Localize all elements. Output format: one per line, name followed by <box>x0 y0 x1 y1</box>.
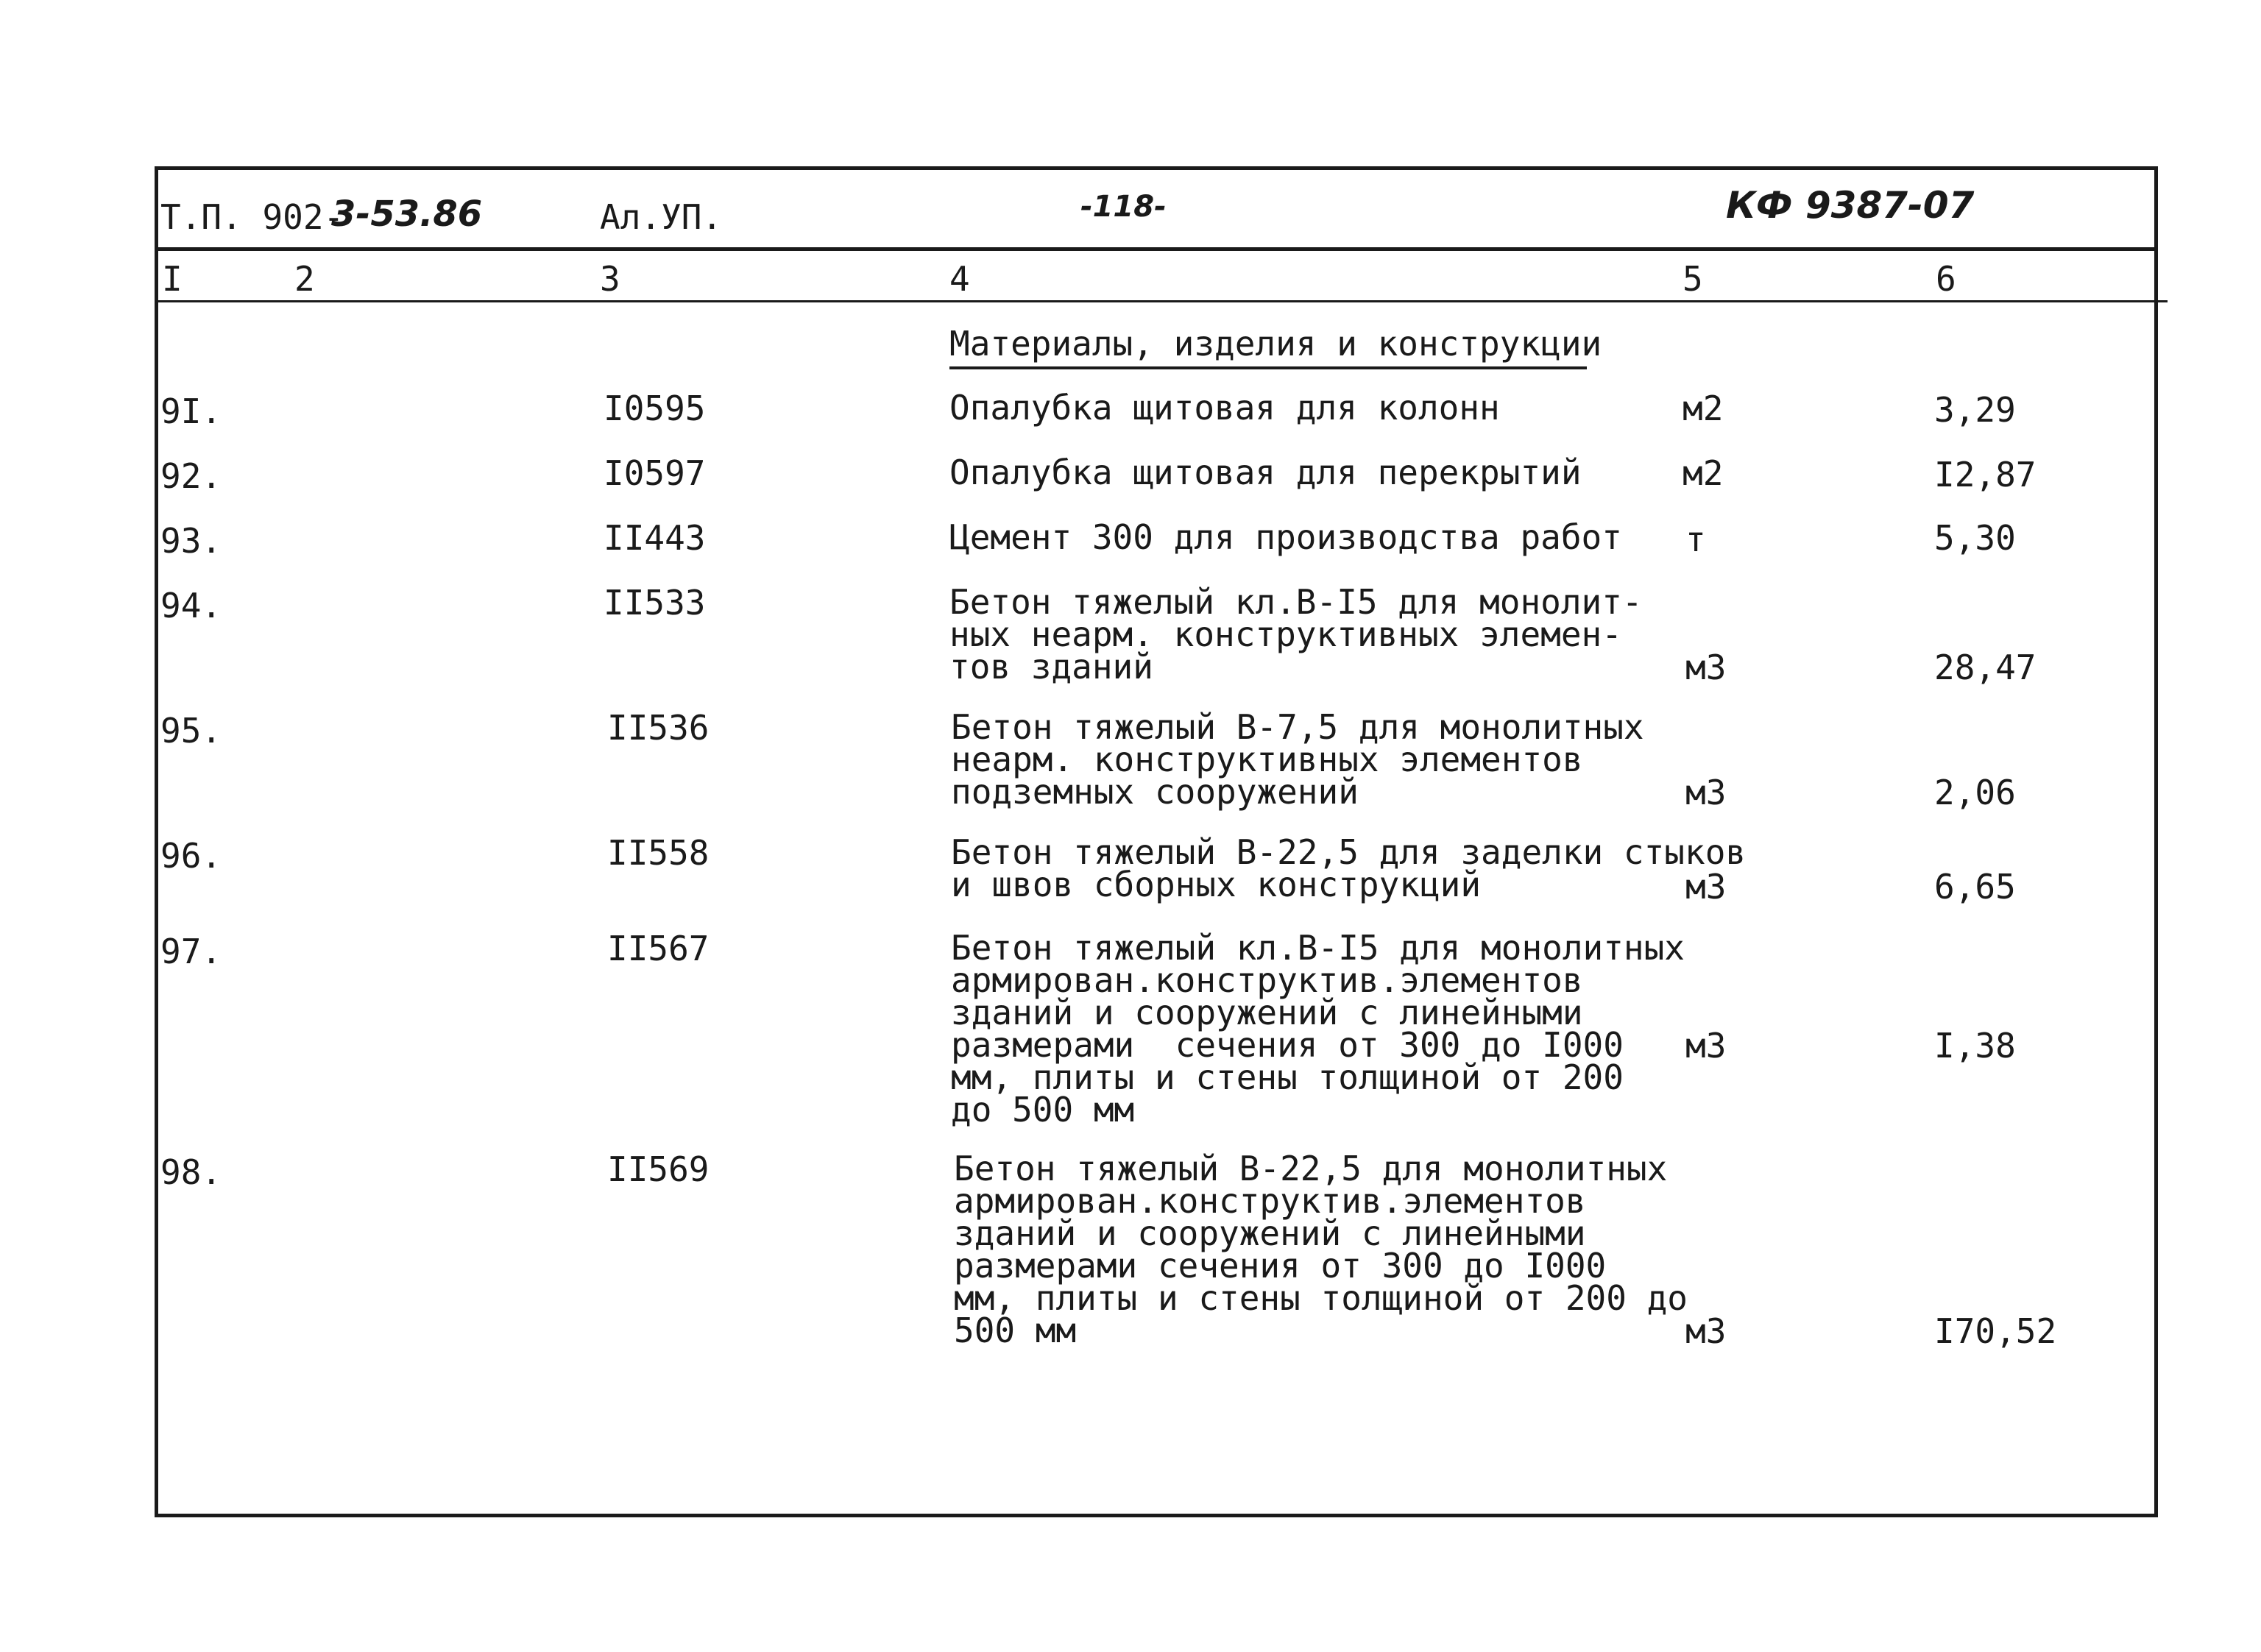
row-description-line: до 500 мм <box>951 1090 1135 1130</box>
project-prefix: Т.П. 902- <box>160 197 344 237</box>
row-number: 97. <box>160 932 222 971</box>
row-description-line: Бетон тяжелый В-7,5 для монолитных <box>951 707 1644 747</box>
row-description-line: армирован.конструктив.элементов <box>951 960 1583 1000</box>
row-description <box>949 453 1582 492</box>
row-code: I0595 <box>604 389 706 428</box>
row-unit: м2 <box>1683 453 1724 493</box>
row-code: II558 <box>607 833 710 873</box>
row-quantity: I2,87 <box>1934 455 2037 494</box>
column-header-3: 3 <box>600 259 620 299</box>
row-description-line: и швов сборных конструкций <box>951 865 1482 904</box>
column-header-6: 6 <box>1936 259 1956 299</box>
row-number: 9I. <box>160 391 222 431</box>
row-unit: м3 <box>1685 867 1727 907</box>
row-quantity: 2,06 <box>1934 773 2016 812</box>
row-description-line: подземных сооружений <box>951 772 1359 812</box>
album-label: Ал.УП. <box>600 197 723 237</box>
row-description-line: Бетон тяжелый В-22,5 для заделки стыков <box>951 832 1747 872</box>
row-quantity: 28,47 <box>1934 648 2037 687</box>
row-description <box>949 517 1622 557</box>
row-description-line: Бетон тяжелый В-22,5 для монолитных <box>954 1149 1668 1188</box>
row-description-line: Бетон тяжелый кл.В-I5 для монолитных <box>951 928 1685 968</box>
row-code: II567 <box>607 929 710 968</box>
row-code: II443 <box>604 518 706 558</box>
row-unit: м3 <box>1685 773 1727 812</box>
row-description <box>951 707 1644 812</box>
row-description-line: неарм. конструктивных элементов <box>951 740 1583 779</box>
project-number-handwritten: 3-53.86 <box>331 194 483 235</box>
page-number: -118- <box>1080 190 1167 224</box>
row-code: II533 <box>604 583 706 623</box>
header-divider <box>155 247 2158 251</box>
row-unit: т <box>1685 520 1706 559</box>
row-unit: м3 <box>1685 1026 1727 1066</box>
row-description-line: зданий и сооружений с линейными <box>951 993 1583 1032</box>
row-description-line: мм, плиты и стены толщиной от 200 до <box>954 1278 1688 1318</box>
row-description-line: Цемент 300 для производства работ <box>949 517 1622 557</box>
row-description-line: Бетон тяжелый кл.В-I5 для монолит- <box>949 582 1643 622</box>
row-quantity: 5,30 <box>1934 518 2016 558</box>
row-description-line: размерами сечения от 300 до I000 <box>951 1025 1624 1065</box>
row-number: 94. <box>160 586 222 625</box>
row-unit: м3 <box>1685 648 1727 687</box>
row-code: II536 <box>607 708 710 748</box>
row-quantity: I,38 <box>1934 1026 2016 1066</box>
document-code: КФ 9387-07 <box>1726 184 1975 227</box>
column-header-2: 2 <box>294 259 315 299</box>
row-code: II569 <box>607 1149 710 1189</box>
row-description <box>951 928 1685 1130</box>
row-quantity: 3,29 <box>1934 390 2016 430</box>
row-description-line: ных неарм. конструктивных элемен- <box>949 614 1622 654</box>
row-description-line: Опалубка щитовая для перекрытий <box>949 453 1582 492</box>
row-description <box>951 832 1747 904</box>
row-description-line: тов зданий <box>949 647 1153 687</box>
row-number: 96. <box>160 836 222 876</box>
row-number: 95. <box>160 711 222 751</box>
section-title: Материалы, изделия и конструкции <box>949 327 1587 369</box>
row-description-line: Опалубка щитовая для колонн <box>949 388 1500 428</box>
row-number: 93. <box>160 521 222 561</box>
row-description-line: размерами сечения от 300 до I000 <box>954 1246 1607 1286</box>
row-description-line: зданий и сооружений с линейными <box>954 1213 1586 1253</box>
row-description <box>949 582 1643 687</box>
row-description <box>949 388 1500 428</box>
row-description-line: 500 мм <box>954 1311 1077 1350</box>
row-description-line: мм, плиты и стены толщиной от 200 <box>951 1057 1624 1097</box>
row-code: I0597 <box>604 453 706 493</box>
column-header-1: I <box>162 259 183 299</box>
row-description-line: армирован.конструктив.элементов <box>954 1181 1586 1221</box>
column-header-4: 4 <box>949 259 970 299</box>
row-quantity: 6,65 <box>1934 867 2016 907</box>
row-number: 98. <box>160 1152 222 1192</box>
column-header-divider <box>155 300 2168 302</box>
row-unit: м3 <box>1685 1311 1727 1351</box>
row-quantity: I70,52 <box>1934 1311 2057 1351</box>
row-unit: м2 <box>1683 389 1724 428</box>
row-number: 92. <box>160 456 222 496</box>
row-description <box>954 1149 1688 1350</box>
column-header-5: 5 <box>1683 259 1703 299</box>
